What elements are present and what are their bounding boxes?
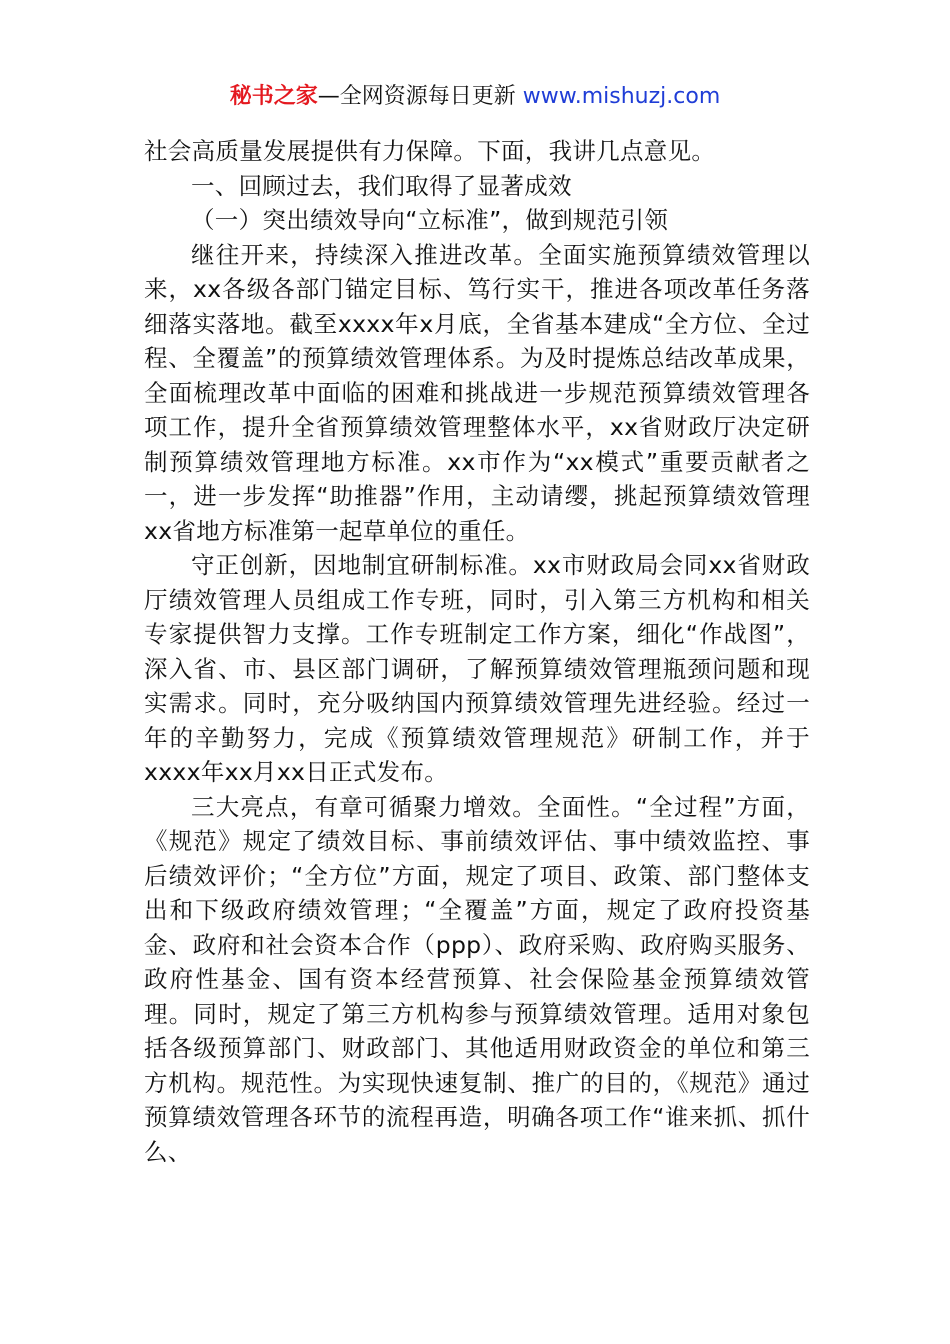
site-brand: 秘书之家 <box>229 84 318 109</box>
section-heading-1: 一、回顾过去，我们取得了显著成效 <box>191 171 572 200</box>
subsection-heading-1: （一）突出绩效导向“立标准”，做到规范引领 <box>191 206 669 234</box>
site-header <box>0 82 950 112</box>
site-tagline: —全网资源每日更新 <box>317 84 523 109</box>
document-body <box>144 134 810 1169</box>
paragraph-standards: 守正创新，因地制宜研制标准。xx市财政局会同xx省财政厅绩效管理人员组成工作专班，同时，引入第三方机构和相关专家提供智力支撑。工作专班制定工作方案，细化“作战图”，深入省、市、县区部门调研，了解预算绩效管理瓶颈问题和现实需求。同时，充分吸纳国内预算绩效管理先进经验。经过一年的辛勤努力，完成《预算绩效管理规范》研制工作，并于xxxx年xx月xx日正式发布。 <box>144 551 810 786</box>
site-url-link[interactable]: www.mishuzj.com <box>522 84 721 109</box>
paragraph-reform: 继往开来，持续深入推进改革。全面实施预算绩效管理以来，xx各级各部门锚定目标、笃行实干，推进各项改革任务落细落实落地。截至xxxx年x月底，全省基本建成“全方位、全过程、全覆盖”的预算绩效管理体系。为及时提炼总结改革成果，全面梳理改革中面临的困难和挑战进一步规范预算绩效管理各项工作，提升全省预算绩效管理整体水平，xx省财政厅决定研制预算绩效管理地方标准。xx市作为“xx模式”重要贡献者之一，进一步发挥“助推器”作用，主动请缨，挑起预算绩效管理xx省地方标准第一起草单位的重任。 <box>144 240 810 545</box>
paragraph-highlights: 三大亮点，有章可循聚力增效。全面性。“全过程”方面，《规范》规定了绩效目标、事前绩效评估、事中绩效监控、事后绩效评价；“全方位”方面，规定了项目、政策、部门整体支出和下级政府绩效管理；“全覆盖”方面，规定了政府投资基金、政府和社会资本合作（ppp）、政府采购、政府购买服务、政府性基金、国有资本经营预算、社会保险基金预算绩效管理。同时，规定了第三方机构参与预算绩效管理。适用对象包括各级预算部门、财政部门、其他适用财政资金的单位和第三方机构。规范性。为实现快速复制、推广的目的，《规范》通过预算绩效管理各环节的流程再造，明确各项工作“谁来抓、抓什么、 <box>144 792 810 1166</box>
paragraph-continuation: 社会高质量发展提供有力保障。下面，我讲几点意见。 <box>144 137 716 165</box>
